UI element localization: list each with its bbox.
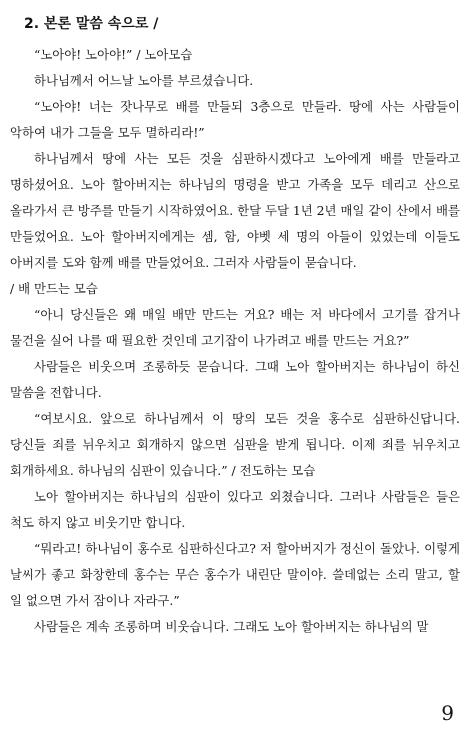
paragraph-mockery: 사람들은 비웃으며 조롱하듯 묻습니다. 그때 노아 할아버지는 하나님이 하신 말씀을 전합니다. [10, 359, 460, 400]
paragraph-god-command: “노아야! 너는 잣나무로 배를 만들되 3층으로 만들라. 땅에 사는 사람들이 악하여 내가 그들을 모두 멸하리라!” [10, 99, 460, 140]
paragraph-people-ask: “아니 당신들은 왜 매일 배만 만드는 거요? 배는 저 바다에서 고기를 잡거나 물건을 실어 나를 때 필요한 것인데 고기잡이 나가려고 배를 만드는 거요?” [10, 307, 460, 348]
section-heading: 2. 본론 말씀 속으로 / [24, 16, 159, 32]
paragraph-people-reply: “뭐라고! 하나님이 홍수로 심판하신다고? 저 할아버지가 정신이 돌았나. 이렇게 날씨가 좋고 화창한데 홍수는 무슨 홍수가 내린단 말이야. 쓸데없는 소리 말고, 할 일 없으면 가서 잠이나 자라구.” [10, 541, 460, 608]
paragraph-noah-warned: 노아 할아버지는 하나님의 심판이 있다고 외쳤습니다. 그러나 사람들은 들은 척도 하지 않고 비웃기만 합니다. [10, 489, 460, 530]
paragraph-continue: 사람들은 계속 조롱하며 비웃습니다. 그래도 노아 할아버지는 하나님의 말 [34, 619, 429, 634]
page-number: 9 [441, 701, 454, 725]
stage-direction-ark: / 배 만드는 모습 [10, 281, 98, 296]
paragraph-intro: 하나님께서 어느날 노아를 부르셨습니다. [34, 73, 254, 88]
paragraph-narration-ark: 하나님께서 땅에 사는 모든 것을 심판하시겠다고 노아에게 배를 만들라고 명하셨어요. 노아 할아버지는 하나님의 명령을 받고 가족을 모두 데리고 산으로 올라가서 큰 방주를 만들기 시작하였어요. 한달 두달 1년 2년 매일 같이 산에서 배를 만들었어요. 노아 할아버지에게는 셈, 함, 야벳 세 명의 아들이 있었는데 이들도 아버지를 도와 함께 배를 만들었어요. 그러자 사람들이 묻습니다. [10, 151, 460, 270]
paragraph-noah-preach: “여보시요. 앞으로 하나님께서 이 땅의 모든 것을 홍수로 심판하신답니다. 당신들 죄를 뉘우치고 회개하지 않으면 심판을 받게 됩니다. 이제 죄를 뉘우치고 회개하세요. 하나님의 심판이 있습니다.” / 전도하는 모습 [10, 411, 460, 478]
paragraph-call: “노아야! 노아야!” / 노아모습 [34, 47, 193, 62]
